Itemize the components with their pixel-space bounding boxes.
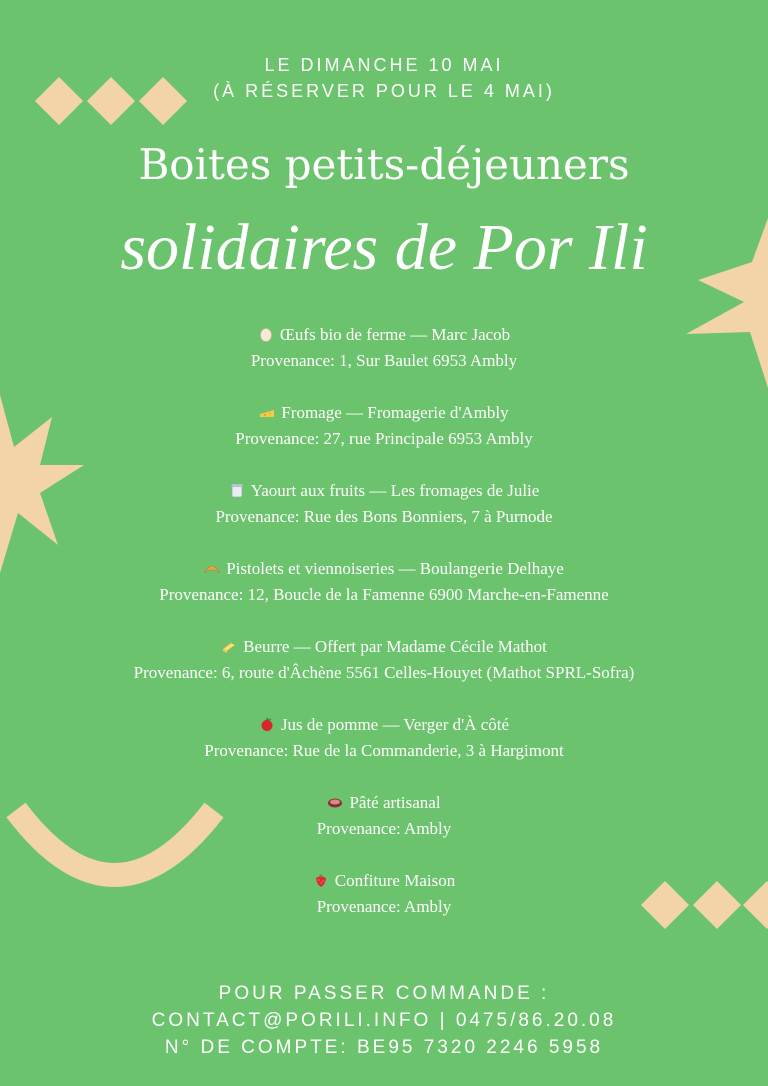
item-name: Pistolets et viennoiseries — Boulangerie Delhaye xyxy=(226,559,564,578)
item-origin: Provenance: 27, rue Principale 6953 Ambly xyxy=(235,429,533,448)
list-item xyxy=(0,712,768,764)
pate-icon xyxy=(327,794,343,810)
account-number: N° DE COMPTE: BE95 7320 2246 5958 xyxy=(164,1037,604,1058)
strawberry-icon xyxy=(313,872,329,888)
page-subtitle: solidaires de Por Ili xyxy=(120,211,648,284)
item-name: Yaourt aux fruits — Les fromages de Julie xyxy=(250,481,540,500)
item-name: Confiture Maison xyxy=(334,871,456,890)
product-list xyxy=(0,322,768,946)
list-item xyxy=(0,322,768,374)
apple-icon xyxy=(259,716,275,732)
item-origin: Provenance: Rue de la Commanderie, 3 à Hargimont xyxy=(204,741,564,760)
reservation-line: (À RÉSERVER POUR LE 4 MAI) xyxy=(213,81,555,101)
croissant-icon xyxy=(204,560,220,576)
page-title: Boites petits-déjeuners xyxy=(138,140,630,189)
list-item xyxy=(0,790,768,842)
item-name: Pâté artisanal xyxy=(349,793,441,812)
list-item xyxy=(0,478,768,530)
yogurt-jar-icon xyxy=(229,482,245,498)
order-heading: POUR PASSER COMMANDE : xyxy=(218,983,550,1004)
item-origin: Provenance: Rue des Bons Bonniers, 7 à Purnode xyxy=(215,507,553,526)
list-item xyxy=(0,400,768,452)
date-header xyxy=(0,52,768,104)
contact-line: CONTACT@PORILI.INFO | 0475/86.20.08 xyxy=(151,1010,617,1031)
list-item xyxy=(0,556,768,608)
item-name: Jus de pomme — Verger d'À côté xyxy=(280,715,510,734)
list-item xyxy=(0,634,768,686)
item-origin: Provenance: Ambly xyxy=(316,819,452,838)
order-footer xyxy=(0,980,768,1061)
item-origin: Provenance: 6, route d'Âchène 5561 Celles-Houyet (Mathot SPRL-Sofra) xyxy=(133,663,635,682)
egg-icon xyxy=(258,326,274,342)
item-name: Œufs bio de ferme — Marc Jacob xyxy=(279,325,511,344)
butter-icon xyxy=(221,638,237,654)
item-origin: Provenance: Ambly xyxy=(316,897,452,916)
list-item xyxy=(0,868,768,920)
item-name: Fromage — Fromagerie d'Ambly xyxy=(281,403,509,422)
item-origin: Provenance: 1, Sur Baulet 6953 Ambly xyxy=(250,351,518,370)
cheese-icon xyxy=(259,404,275,420)
date-line: LE DIMANCHE 10 MAI xyxy=(264,55,504,75)
item-origin: Provenance: 12, Boucle de la Famenne 6900 Marche-en-Famenne xyxy=(159,585,609,604)
item-name: Beurre — Offert par Madame Cécile Mathot xyxy=(243,637,547,656)
